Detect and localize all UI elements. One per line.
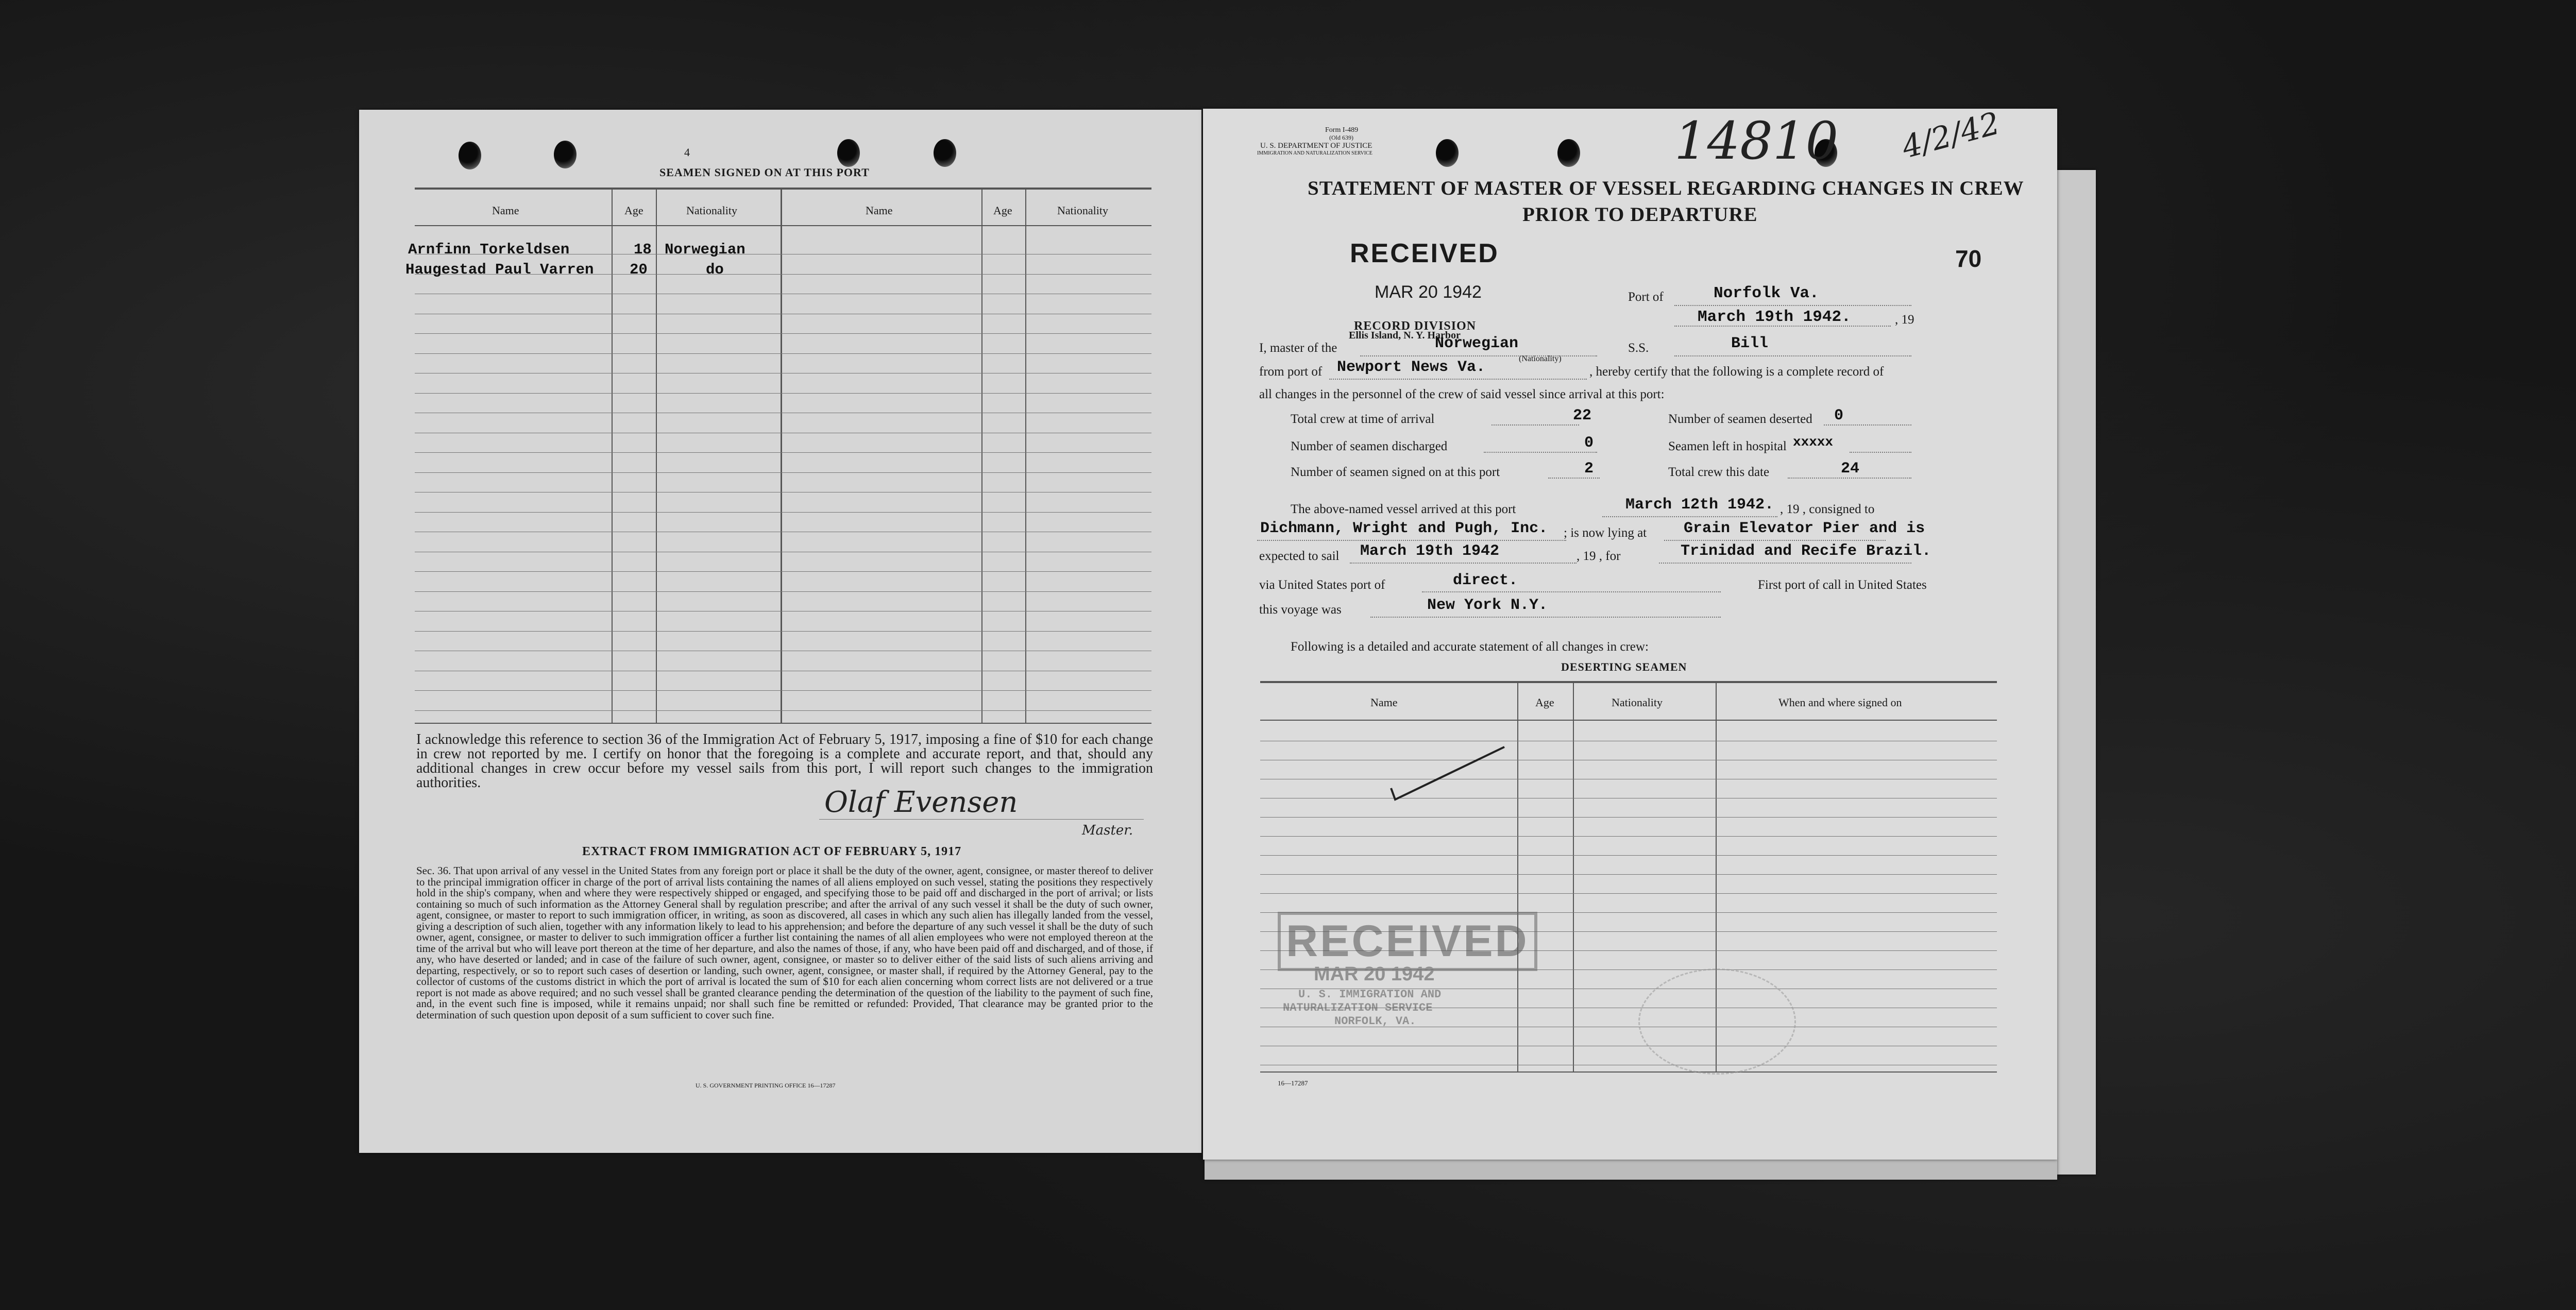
ellis-island: Ellis Island, N. Y. Harbor (1349, 330, 1461, 341)
table-rule (415, 353, 1151, 354)
lying-value: Grain Elevator Pier and is (1684, 520, 1925, 537)
col-header-name: Name (866, 204, 893, 217)
table-rule (415, 512, 1151, 513)
stamp-line: NORFOLK, VA. (1334, 1015, 1416, 1028)
table-top-rule (1260, 681, 1997, 683)
attached-sheet (2056, 170, 2096, 1175)
fill-line (1674, 305, 1911, 306)
fill-line (1664, 540, 1886, 541)
col-divider (1517, 681, 1518, 1073)
crew-name: Arnfinn Torkeldsen (408, 241, 570, 258)
punch-hole (459, 142, 481, 169)
lying-text: ; is now lying at (1564, 526, 1647, 540)
page-number: 4 (684, 146, 690, 159)
table-header-rule (415, 225, 1151, 226)
fill-line (1422, 591, 1721, 592)
first-port-text: First port of call in United States (1758, 578, 1927, 592)
via-value: direct. (1453, 572, 1518, 589)
for-value: Trinidad and Recife Brazil. (1681, 542, 1931, 560)
from-port-value: Newport News Va. (1337, 359, 1486, 376)
table-rule (415, 690, 1151, 691)
date-suffix: , 19 (1895, 313, 1914, 327)
record-division: RECORD DIVISION (1354, 319, 1477, 333)
crew-age: 18 (634, 241, 652, 258)
fill-line (1850, 452, 1911, 453)
col-divider (1573, 681, 1574, 1073)
stat-label: Seamen left in hospital (1668, 439, 1787, 453)
form-title: STATEMENT OF MASTER OF VESSEL REGARDING CHANGES IN CREW (1308, 177, 2024, 199)
table-rule (415, 452, 1151, 453)
crew-name: Haugestad Paul Varren (405, 261, 594, 278)
port-of-label: Port of (1628, 290, 1664, 304)
nationality-value: Norwegian (1435, 335, 1519, 352)
table-rule (1260, 836, 1997, 837)
crew-nationality: do (706, 261, 724, 278)
section-title: SEAMEN SIGNED ON AT THIS PORT (659, 166, 870, 179)
table-rule (1260, 893, 1997, 894)
fill-line (1360, 355, 1597, 356)
master-label: Master. (1082, 823, 1133, 838)
attached-sheet (1205, 1159, 2057, 1180)
table-rule (1260, 817, 1997, 818)
form-old: (Old 639) (1329, 134, 1353, 141)
stat-label: Number of seamen discharged (1291, 439, 1448, 453)
received-date: MAR 20 1942 (1375, 282, 1482, 302)
stat-value: 0 (1834, 407, 1844, 424)
stat-label: Number of seamen signed on at this port (1291, 465, 1500, 479)
crew-nationality: Norwegian (665, 241, 745, 258)
embossed-seal (1638, 968, 1796, 1075)
all-changes-text: all changes in the personnel of the crew of said vessel since arrival at this port: (1259, 387, 1665, 401)
extract-text: Sec. 36. That upon arrival of any vessel in the United States from any foreign port or place it shall be the duty of the owner, agent, consignee, or master thereof to deliver to the principal immigration officer in charge of the port of arrival lists containing the names of all aliens employed on such vessel, stating the positions they respectively hold in the ship's company, when and where they were respectively shipped or engaged, and specifying those to be paid off and discharged in the port of arrival; or lists containing so much of such information as the Attorney General shall by regulation prescribe; and after the arrival of any such vessel it shall be the duty of such owner, agent, consignee, or master to report to such immigration officer, in writing, as soon as discovered, all cases in which any such alien has illegally landed from the vessel, giving a description of such alien, together with any information likely to lead to his apprehension; and before the departure of any such vessel it shall be the duty of such owner, agent, consignee, or master to deliver to such immigration officer a further list containing the names of all alien employees who were not employed thereon at the time of the arrival but who will leave port thereon at the time of her departure, and also the names of those, if any, who have been paid off and discharged, and of those, if any, who have deserted or landed; and in case of the failure of such owner, agent, consignee, or master so to deliver either of the said lists of such aliens arriving and departing, respectively, or so to report such cases of desertion or landing, such owner, agent, consignee, or master shall, if required by the Attorney General, pay to the collector of customs of the customs district in which the port of arrival is located the sum of $10 for each alien concerning whom correct lists are not delivered or a true report is not made as above required; and no such vessel shall be granted clearance pending the determination of the question of the liability to the payment of such fine, and, in the event such fine is imposed, while it remains unpaid; nor shall such fine be remitted or refunded: Provided, That clearance may be granted prior to the determination of such question upon deposit of a sum sufficient to cover such fine. (416, 864, 1153, 1021)
fill-line (1548, 478, 1600, 479)
table-top-rule (415, 188, 1151, 190)
via-text: via United States port of (1259, 578, 1385, 592)
table-rule (415, 631, 1151, 632)
form-id: Form I-489 (1325, 126, 1359, 134)
port-of-value: Norfolk Va. (1714, 284, 1819, 302)
punch-hole (554, 141, 577, 168)
col-header-age: Age (993, 204, 1012, 217)
col-header-name: Name (1370, 696, 1398, 709)
arrived-value: March 12th 1942. (1625, 496, 1774, 514)
stat-value: 24 (1841, 460, 1860, 478)
table-rule (1260, 855, 1997, 856)
col-divider (612, 188, 613, 723)
punch-hole (1436, 139, 1459, 167)
stat-value: 2 (1584, 460, 1594, 478)
table-rule (1260, 874, 1997, 875)
received-ink-stamp (1278, 912, 1529, 1035)
fill-line (1257, 540, 1566, 541)
fill-line (1350, 563, 1577, 564)
col-divider (981, 188, 982, 723)
fill-line (1824, 424, 1911, 426)
handwritten-number: 14810 (1674, 111, 1839, 171)
table-bottom-rule (415, 723, 1151, 724)
extract-title: EXTRACT FROM IMMIGRATION ACT OF FEBRUARY 5, 1917 (582, 845, 962, 858)
punch-hole (837, 139, 860, 167)
form-subtitle: PRIOR TO DEPARTURE (1522, 203, 1758, 226)
stat-label: Total crew at time of arrival (1291, 412, 1435, 426)
table-rule (415, 333, 1151, 334)
deserting-title: DESERTING SEAMEN (1561, 660, 1687, 673)
stamp-date: MAR 20 1942 (1314, 963, 1435, 985)
master-signature: Olaf Evensen (824, 786, 1018, 819)
nationality-caption: (Nationality) (1519, 354, 1562, 363)
handwritten-note: 4/2/42 (1898, 105, 2004, 166)
stamp-received-text: RECEIVED (1278, 912, 1537, 971)
expected-value: March 19th 1942 (1360, 542, 1500, 560)
col-divider (1025, 188, 1026, 723)
col-header-nationality: Nationality (1057, 204, 1108, 217)
printer-line: 16—17287 (1278, 1079, 1308, 1087)
col-header-nationality: Nationality (686, 204, 737, 217)
table-rule (415, 472, 1151, 473)
col-divider (781, 188, 782, 723)
table-rule (415, 393, 1151, 394)
punch-hole (934, 139, 956, 167)
for-text: , 19 , for (1577, 549, 1621, 563)
stat-label: Number of seamen deserted (1668, 412, 1812, 426)
fill-line (1484, 452, 1597, 453)
table-rule (415, 710, 1151, 711)
stat-value: xxxxx (1793, 434, 1834, 450)
col-header-age: Age (1535, 696, 1554, 709)
stat-label: Total crew this date (1668, 465, 1770, 479)
punch-hole (1557, 139, 1580, 167)
dept: U. S. DEPARTMENT OF JUSTICE (1260, 142, 1372, 150)
from-port-label: from port of (1259, 365, 1323, 379)
checkmark-icon (1386, 742, 1510, 804)
crew-age: 20 (630, 261, 648, 278)
table-bottom-rule (1260, 1071, 1997, 1073)
received-stamp: RECEIVED (1350, 239, 1499, 268)
arrived-text: The above-named vessel arrived at this port (1291, 502, 1516, 516)
col-header-age: Age (624, 204, 643, 217)
col-header-when-where: When and where signed on (1778, 696, 1902, 709)
fill-line (1602, 516, 1777, 517)
following-text: Following is a detailed and accurate statement of all changes in crew: (1291, 640, 1649, 654)
ss-label: S.S. (1628, 341, 1649, 355)
fill-line (1674, 326, 1891, 327)
service: IMMIGRATION AND NATURALIZATION SERVICE (1257, 150, 1372, 156)
stat-value: 22 (1573, 407, 1592, 424)
date-value: March 19th 1942. (1698, 308, 1851, 326)
fill-line (1788, 478, 1911, 479)
master-of-label: I, master of the (1259, 341, 1337, 355)
stamp-number: 70 (1955, 245, 1982, 272)
fill-line (1329, 379, 1587, 380)
consignee-value: Dichmann, Wright and Pugh, Inc. (1260, 520, 1548, 537)
fill-line (1659, 563, 1911, 564)
ss-value: Bill (1731, 335, 1769, 352)
col-header-nationality: Nationality (1612, 696, 1663, 709)
table-header-rule (1260, 720, 1997, 721)
printer-line: U. S. GOVERNMENT PRINTING OFFICE 16—17287 (696, 1082, 836, 1089)
stamp-line: U. S. IMMIGRATION AND (1298, 988, 1442, 1001)
voyage-value: New York N.Y. (1427, 597, 1548, 614)
stat-value: 0 (1584, 434, 1594, 452)
fill-line (1492, 424, 1579, 426)
acknowledgment-text: I acknowledge this reference to section 36 of the Immigration Act of February 5, 1917, imposing a fine of $10 for each change in crew not reported by me. I certify on honor that the foregoing is a complete and accurate report, and that, should any additional changes in crew occur before my vessel sails from this port, I will report such changes to the immigration authorities. (416, 731, 1153, 791)
certify-text: , hereby certify that the following is a complete record of (1589, 365, 1884, 379)
voyage-text: this voyage was (1259, 603, 1342, 617)
signature-line (819, 819, 1144, 820)
consigned-text: , 19 , consigned to (1780, 502, 1875, 516)
col-divider (656, 188, 657, 723)
table-rule (415, 591, 1151, 592)
fill-line (1370, 617, 1721, 618)
table-rule (415, 571, 1151, 572)
col-header-name: Name (492, 204, 519, 217)
expected-text: expected to sail (1259, 549, 1340, 563)
stamp-line: NATURALIZATION SERVICE (1283, 1001, 1433, 1014)
fill-line (1674, 355, 1911, 356)
